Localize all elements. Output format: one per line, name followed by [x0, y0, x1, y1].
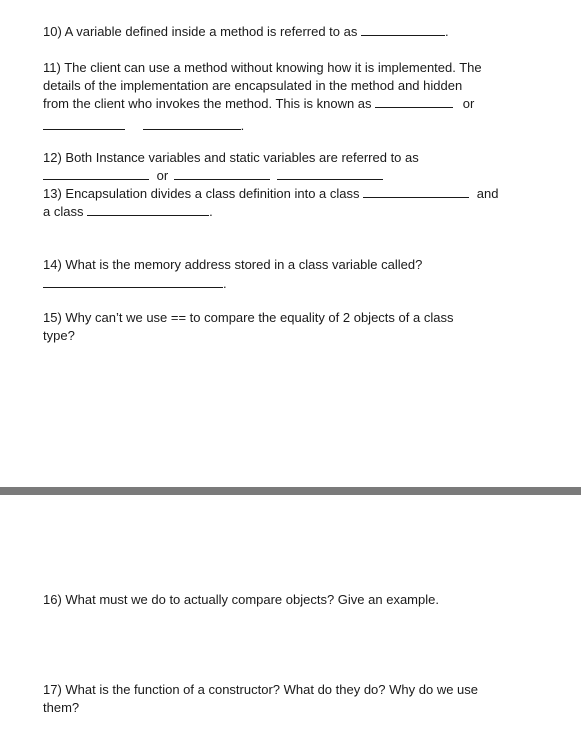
question-17-line-1: 17) What is the function of a constructor? What do they do? Why do we use [43, 682, 479, 697]
answer-blank [43, 117, 125, 130]
answer-blank [363, 185, 469, 198]
question-15-line-2: type? [43, 328, 75, 343]
question-10-text: 10) A variable defined inside a method is referred to as [43, 24, 358, 39]
question-11 [43, 59, 549, 135]
question-16 [43, 591, 549, 609]
question-11-line-1: 11) The client can use a method without knowing how it is implemented. The [43, 60, 482, 75]
answer-blank [43, 167, 149, 180]
question-14-line-1: 14) What is the memory address stored in a class variable called? [43, 257, 423, 272]
question-10 [43, 23, 549, 41]
answer-blank [361, 23, 445, 36]
answer-blank [87, 203, 209, 216]
answer-blank [375, 95, 453, 108]
question-12-line-1: 12) Both Instance variables and static variables are referred to as [43, 150, 419, 165]
or-word: or [462, 96, 475, 111]
period: . [444, 24, 449, 39]
question-15 [43, 309, 549, 345]
question-14 [43, 256, 549, 293]
page-bottom [0, 495, 581, 748]
period: . [223, 276, 227, 291]
question-12 [43, 149, 549, 185]
question-13-line-2: a class [43, 204, 84, 219]
question-13-line-1: 13) Encapsulation divides a class definition into a class [43, 186, 360, 201]
answer-blank [174, 167, 270, 180]
answer-blank [277, 167, 383, 180]
and-word: and [476, 186, 499, 201]
page-separator [0, 487, 581, 495]
question-13 [43, 185, 549, 221]
question-11-line-3: from the client who invokes the method. This is known as [43, 96, 372, 111]
question-15-line-1: 15) Why can’t we use == to compare the equality of 2 objects of a class [43, 310, 454, 325]
or-word: or [156, 168, 169, 183]
question-17 [43, 681, 549, 717]
question-11-line-2: details of the implementation are encapsulated in the method and hidden [43, 78, 463, 93]
answer-blank [143, 117, 241, 130]
period: . [209, 204, 213, 219]
question-16-line-1: 16) What must we do to actually compare objects? Give an example. [43, 592, 439, 607]
answer-blank [43, 275, 223, 288]
question-17-line-2: them? [43, 700, 80, 715]
period: . [240, 118, 245, 133]
